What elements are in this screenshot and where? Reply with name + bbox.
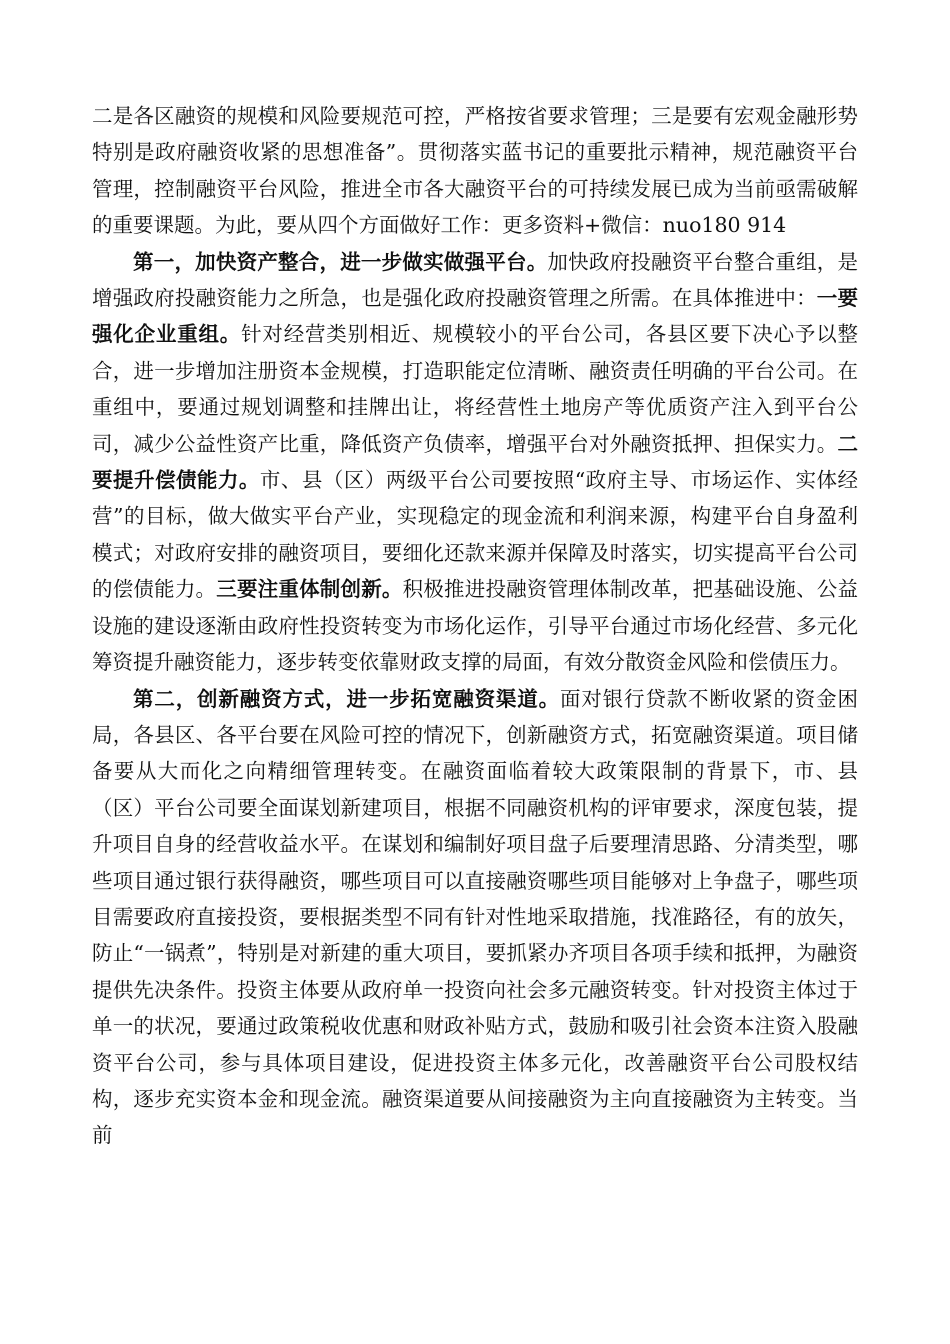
text-run: 二是各区融资的规模和风险要规范可控，严格按省要求管理；三是要有宏观金融形势特别是政府融资收紧的思想准备”。贯彻落实蓝书记的重要批示精神，规范融资平台管理，控制融资平台风险，推进全市各大融资平台的可持续发展已成为当前亟需破解的重要课题。为此，要从四个方面做好工作：更多资料+微信：nuo180 914	[92, 104, 858, 238]
document-body	[92, 98, 858, 1154]
text-run: 加快政府投融资平台整合重组，是增强政府投融资能力之所急，也是强化政府投融资管理之所需。在具体推进中：	[92, 249, 859, 311]
text-run: 针对经营类别相近、规模较小的平台公司，各县区要下决心予以整合，进一步增加注册资本金规模，打造职能定位清晰、融资责任明确的平台公司。在重组中，要通过规划调整和挂牌出让，将经营性土地房产等优质资产注入到平台公司，减少公益性资产比重，降低资产负债率，增强平台对外融资抵押、担保实力。	[92, 322, 859, 456]
heading-first-point: 第一，加快资产整合，进一步做实做强平台。	[133, 249, 548, 274]
subheading-three: 三要注重体制创新。	[216, 577, 403, 602]
subheading-one: 一要强化企业重组。	[92, 286, 859, 347]
text-run: 市、县（区）两级平台公司要按照“政府主导、市场运作、实体经营”的目标，做大做实平台产业，实现稳定的现金流和利润来源，构建平台自身盈利模式；对政府安排的融资项目，要细化还款来源并保障及时落实，切实提高平台公司的偿债能力。	[92, 468, 859, 602]
paragraph-first-point	[92, 244, 858, 681]
text-run: 积极推进投融资管理体制改革，把基础设施、公益设施的建设逐渐由政府性投资转变为市场化运作，引导平台通过市场化经营、多元化筹资提升融资能力，逐步转变依靠财政支撑的局面，有效分散资金风险和偿债压力。	[92, 577, 858, 675]
text-run: 面对银行贷款不断收紧的资金困局，各县区、各平台要在风险可控的情况下，创新融资方式，拓宽融资渠道。项目储备要从大而化之向精细管理转变。在融资面临着较大政策限制的背景下，市、县（区）平台公司要全面谋划新建项目，根据不同融资机构的评审要求，深度包装，提升项目自身的经营收益水平。在谋划和编制好项目盘子后要理清思路、分清类型，哪些项目通过银行获得融资，哪些项目可以直接融资哪些项目能够对上争盘子，哪些项目需要政府直接投资，要根据类型不同有针对性地采取措施，找准路径，有的放矢，防止“一锅煮”，特别是对新建的重大项目，要抓紧办齐项目各项手续和抵押，为融资提供先决条件。投资主体要从政府单一投资向社会多元融资转变。针对投资主体过于单一的状况，要通过政策税收优惠和财政补贴方式，鼓励和吸引社会资本注资入股融资平台公司，参与具体项目建设，促进投资主体多元化，改善融资平台公司股权结构，逐步充实资本金和现金流。融资渠道要从间接融资为主向直接融资为主转变。当前	[92, 686, 858, 1148]
paragraph-second-point	[92, 681, 858, 1154]
paragraph-intro-continuation	[92, 98, 858, 244]
heading-second-point: 第二，创新融资方式，进一步拓宽融资渠道。	[133, 686, 560, 711]
subheading-two: 二要提升偿债能力。	[92, 431, 858, 493]
